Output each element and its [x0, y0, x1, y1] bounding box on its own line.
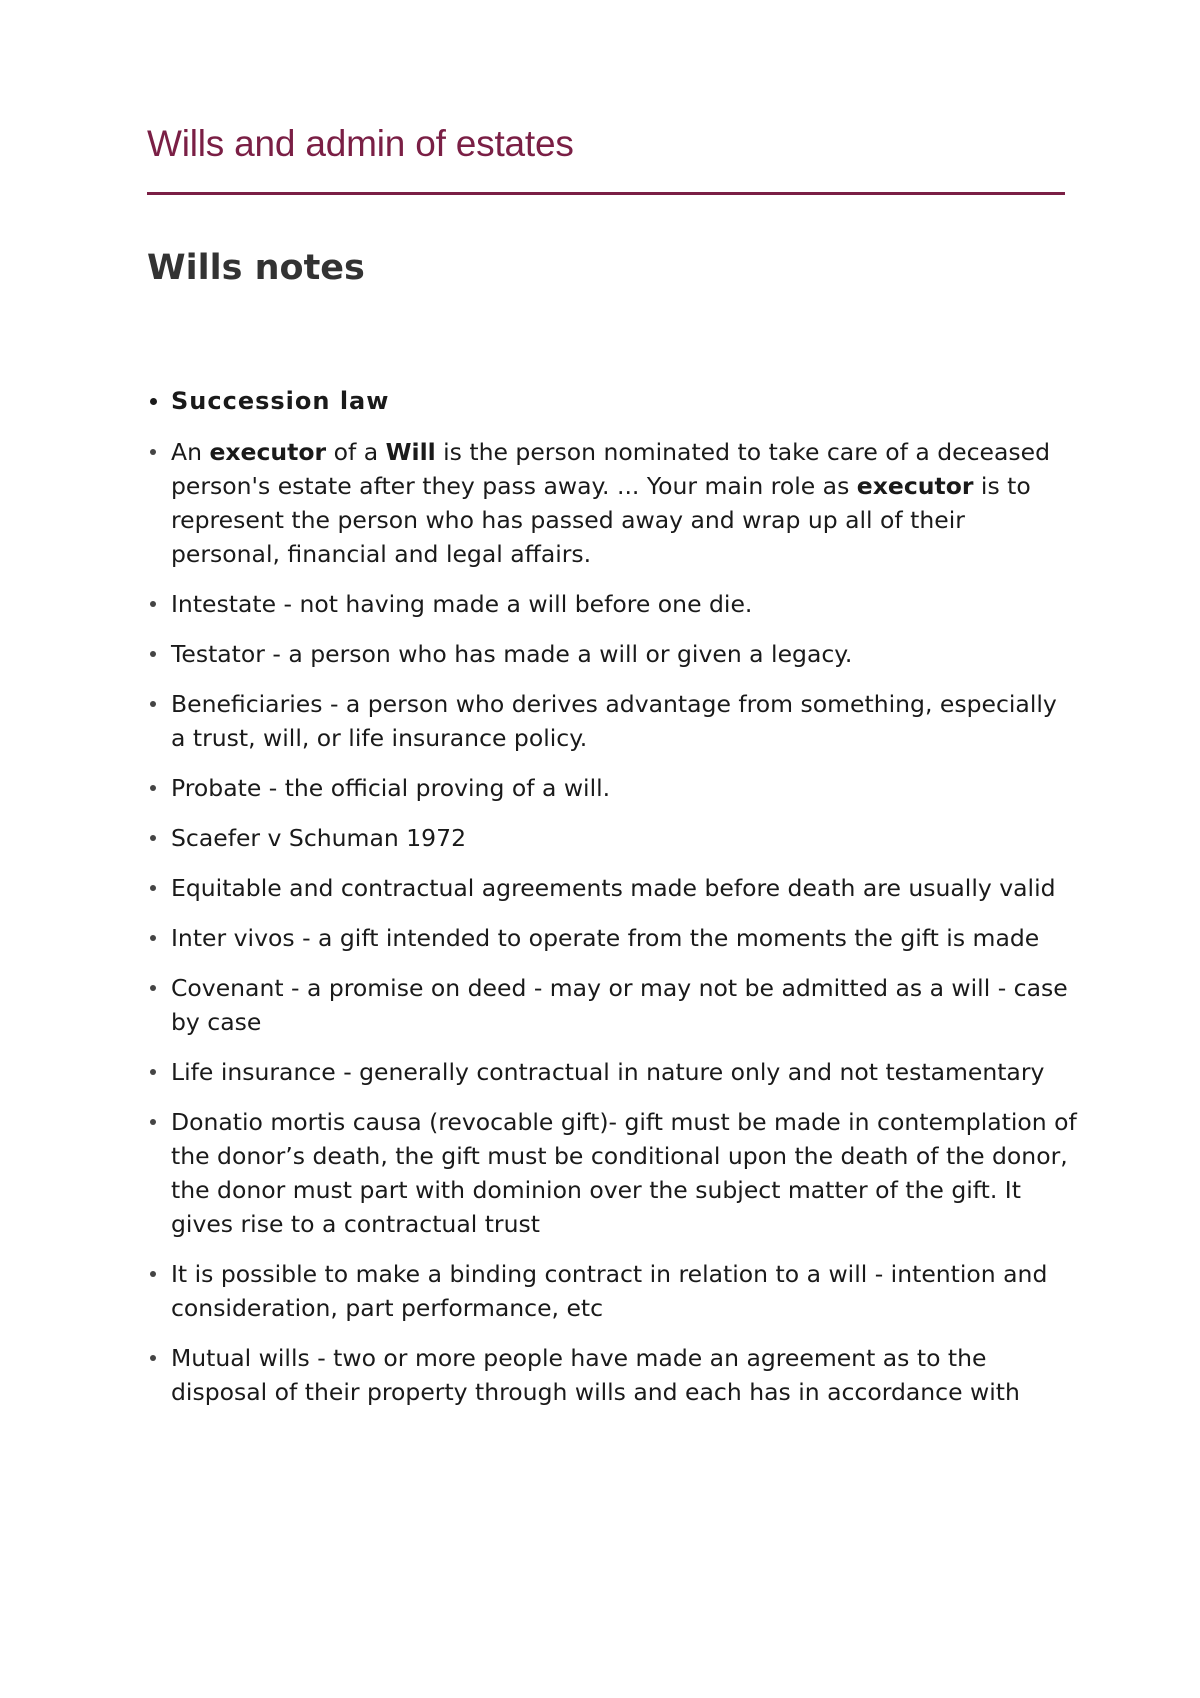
list-item-text: Donatio mortis causa (revocable gift)- gift must be made in contemplation of the donor’s death, the gift must be conditional upon the death of the donor, the donor must part with dominion over the subject matter of the gift. It gives rise to a contractual trust — [171, 1108, 1077, 1238]
list-item-text: Mutual wills - two or more people have made an agreement as to the disposal of their property through wills and each has in accordance with — [171, 1344, 1020, 1406]
bullet-icon — [150, 935, 156, 941]
list-item — [147, 971, 1077, 1039]
list-item — [147, 1055, 1077, 1089]
bullet-icon — [150, 885, 156, 891]
list-item-text: Succession law — [171, 387, 390, 415]
list-item-text: Beneficiaries - a person who derives advantage from something, especially a trust, will, or life insurance policy. — [171, 690, 1057, 752]
list-item-text: Equitable and contractual agreements made before death are usually valid — [171, 874, 1056, 902]
bullet-icon — [150, 1119, 156, 1125]
notes-list — [147, 384, 1077, 1425]
list-item — [147, 637, 1077, 671]
title-divider — [147, 192, 1065, 195]
list-item-text: Life insurance - generally contractual in nature only and not testamentary — [171, 1058, 1045, 1086]
bullet-icon — [150, 985, 156, 991]
list-item — [147, 771, 1077, 805]
list-item — [147, 871, 1077, 905]
list-item — [147, 1341, 1077, 1409]
list-item-text: Intestate - not having made a will before one die. — [171, 590, 753, 618]
executor-text-3: is the person nominated to take care of a deceased person's estate after they pass away. ... Your main role as — [171, 438, 1051, 500]
list-item — [147, 587, 1077, 621]
bullet-icon — [150, 601, 156, 607]
executor-text-1: An — [171, 438, 210, 466]
bullet-icon — [150, 1271, 156, 1277]
executor-text-4: is to represent the person who has passed away and wrap up all of their personal, financial and legal affairs. — [171, 472, 1031, 568]
bullet-icon — [150, 835, 156, 841]
list-item-text: Probate - the official proving of a will. — [171, 774, 611, 802]
bullet-icon — [150, 701, 156, 707]
list-item-text: Testator - a person who has made a will or given a legacy. — [171, 640, 853, 668]
will-bold: Will — [385, 438, 436, 466]
list-item — [147, 1105, 1077, 1241]
section-heading: Wills notes — [147, 248, 365, 288]
list-item-text: Scaefer v Schuman 1972 — [171, 824, 467, 852]
bullet-icon — [150, 449, 156, 455]
list-item — [147, 921, 1077, 955]
list-item-executor — [147, 435, 1077, 571]
executor-text-2: of a — [326, 438, 386, 466]
bullet-icon — [150, 398, 157, 405]
bullet-icon — [150, 1069, 156, 1075]
list-item-text: It is possible to make a binding contract in relation to a will - intention and consideration, part performance, etc — [171, 1260, 1048, 1322]
list-item-text: Covenant - a promise on deed - may or may not be admitted as a will - case by case — [171, 974, 1068, 1036]
bullet-icon — [150, 651, 156, 657]
bullet-icon — [150, 1355, 156, 1361]
document-title: Wills and admin of estates — [147, 123, 574, 164]
list-item-heading — [147, 384, 1077, 418]
executor-bold-1: executor — [209, 438, 327, 466]
list-item-text: Inter vivos - a gift intended to operate from the moments the gift is made — [171, 924, 1040, 952]
bullet-icon — [150, 785, 156, 791]
list-item — [147, 821, 1077, 855]
list-item — [147, 1257, 1077, 1325]
executor-bold-2: executor — [856, 472, 974, 500]
list-item — [147, 687, 1077, 755]
